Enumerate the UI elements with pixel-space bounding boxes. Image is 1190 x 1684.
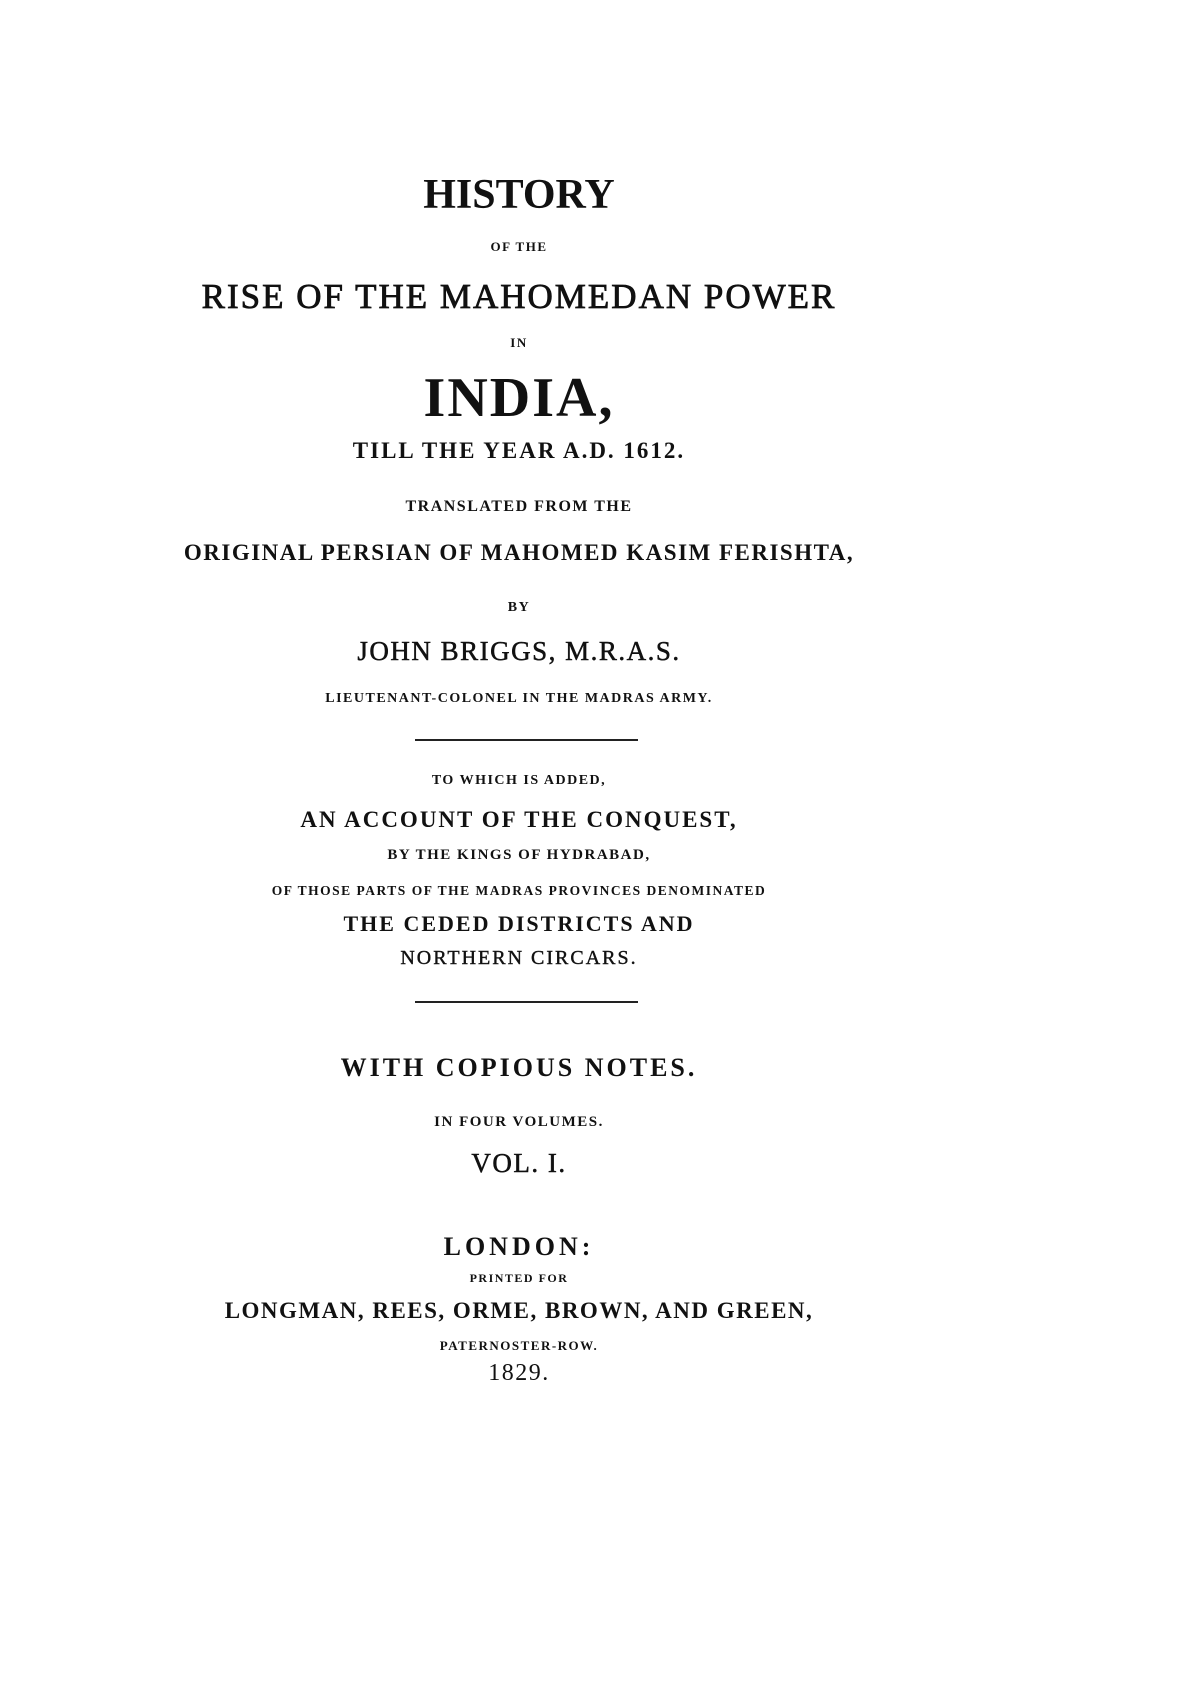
northern-circars: NORTHERN CIRCARS. — [400, 947, 638, 969]
account-of-conquest: AN ACCOUNT OF THE CONQUEST, — [300, 807, 738, 832]
to-which-is-added: TO WHICH IS ADDED, — [431, 773, 607, 788]
translated-from: TRANSLATED FROM THE — [405, 498, 633, 515]
by-label: BY — [507, 600, 531, 615]
copious-notes: WITH COPIOUS NOTES. — [340, 1053, 698, 1082]
title-in: IN — [510, 335, 528, 350]
divider — [415, 1001, 638, 1003]
publication-year: 1829. — [488, 1360, 550, 1386]
title-rise: RISE OF THE MAHOMEDAN POWER — [201, 277, 837, 316]
title-india: INDIA, — [423, 367, 615, 429]
ceded-districts: THE CEDED DISTRICTS AND — [343, 911, 695, 936]
author-rank: LIEUTENANT-COLONEL IN THE MADRAS ARMY. — [325, 691, 713, 706]
title-of-the: OF THE — [490, 239, 548, 254]
kings-of-hydrabad: BY THE KINGS OF HYDRABAD, — [387, 847, 651, 863]
title-history: HISTORY — [423, 172, 615, 218]
publisher-address: PATERNOSTER-ROW. — [439, 1338, 599, 1353]
madras-provinces: OF THOSE PARTS OF THE MADRAS PROVINCES DENOMINATED — [271, 883, 767, 898]
printed-for: PRINTED FOR — [469, 1271, 569, 1285]
london: LONDON: — [443, 1232, 595, 1261]
volume-number: VOL. I. — [471, 1148, 567, 1178]
author-name: JOHN BRIGGS, M.R.A.S. — [357, 636, 681, 666]
divider — [415, 739, 638, 741]
title-till-year: TILL THE YEAR A.D. 1612. — [352, 438, 686, 463]
publisher: LONGMAN, REES, ORME, BROWN, AND GREEN, — [224, 1298, 814, 1323]
in-four-volumes: IN FOUR VOLUMES. — [434, 1114, 604, 1130]
original-persian: ORIGINAL PERSIAN OF MAHOMED KASIM FERISHTA, — [183, 540, 855, 565]
